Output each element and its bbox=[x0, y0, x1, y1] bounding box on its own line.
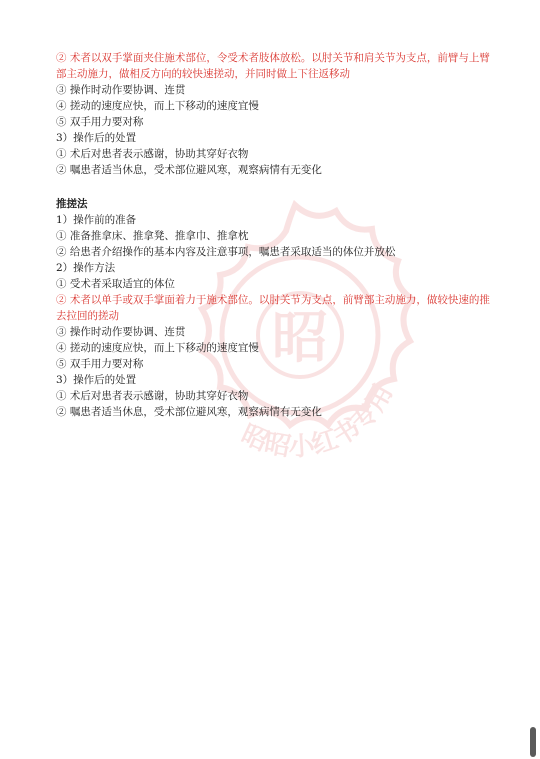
after-care-item-1: ① 术后对患者表示感谢，协助其穿好衣物 bbox=[56, 148, 249, 160]
method-item-2-line-2: 去拉回的搓动 bbox=[56, 310, 119, 322]
step-2-text-line-1: ② 术者以双手掌面夹住施术部位，令受术者肢体放松。以肘关节和肩关节为支点，前臂与上臂 bbox=[56, 52, 490, 64]
method-item-3: ③ 操作时动作要协调、连贯 bbox=[56, 326, 186, 338]
watermark-ring-text: 昭昭小红书专用 bbox=[236, 379, 400, 463]
prep-item-1: ① 准备推拿床、推拿凳、推拿巾、推拿枕 bbox=[56, 230, 249, 242]
method-item-2-line-1: ② 术者以单手或双手掌面着力于施术部位。以肘关节为支点，前臂部主动施力，做较快速的推 bbox=[56, 294, 490, 306]
step-2-text-line-2: 部主动施力，做相反方向的较快速搓动，并同时做上下往返移动 bbox=[56, 68, 350, 80]
step-4-text: ④ 搓动的速度应快，而上下移动的速度宜慢 bbox=[56, 100, 259, 112]
prep-item-2: ② 给患者介绍操作的基本内容及注意事项，嘱患者采取适当的体位并放松 bbox=[56, 246, 396, 258]
after-care-heading: 3）操作后的处置 bbox=[56, 132, 137, 144]
method-item-5: ⑤ 双手用力要对称 bbox=[56, 358, 144, 370]
method-heading: 2）操作方法 bbox=[56, 262, 116, 274]
document-body bbox=[56, 50, 510, 420]
after-care-item-2: ② 嘱患者适当休息，受术部位避风寒，观察病情有无变化 bbox=[56, 164, 322, 176]
after-care-item-2-1: ① 术后对患者表示感谢，协助其穿好衣物 bbox=[56, 390, 249, 402]
after-care-item-2-2: ② 嘱患者适当休息，受术部位避风寒，观察病情有无变化 bbox=[56, 406, 322, 418]
step-5-text: ⑤ 双手用力要对称 bbox=[56, 116, 144, 128]
step-3-text: ③ 操作时动作要协调、连贯 bbox=[56, 84, 186, 96]
prep-heading: 1）操作前的准备 bbox=[56, 214, 137, 226]
method-item-1: ① 受术者采取适宜的体位 bbox=[56, 278, 175, 290]
watermark-center-text: 昭 bbox=[272, 306, 328, 371]
scrollbar-thumb[interactable] bbox=[530, 727, 536, 757]
method-item-4: ④ 搓动的速度应快，而上下移动的速度宜慢 bbox=[56, 342, 259, 354]
section-title-tuicuo: 推搓法 bbox=[56, 198, 88, 210]
after-care-heading-2: 3）操作后的处置 bbox=[56, 374, 137, 386]
